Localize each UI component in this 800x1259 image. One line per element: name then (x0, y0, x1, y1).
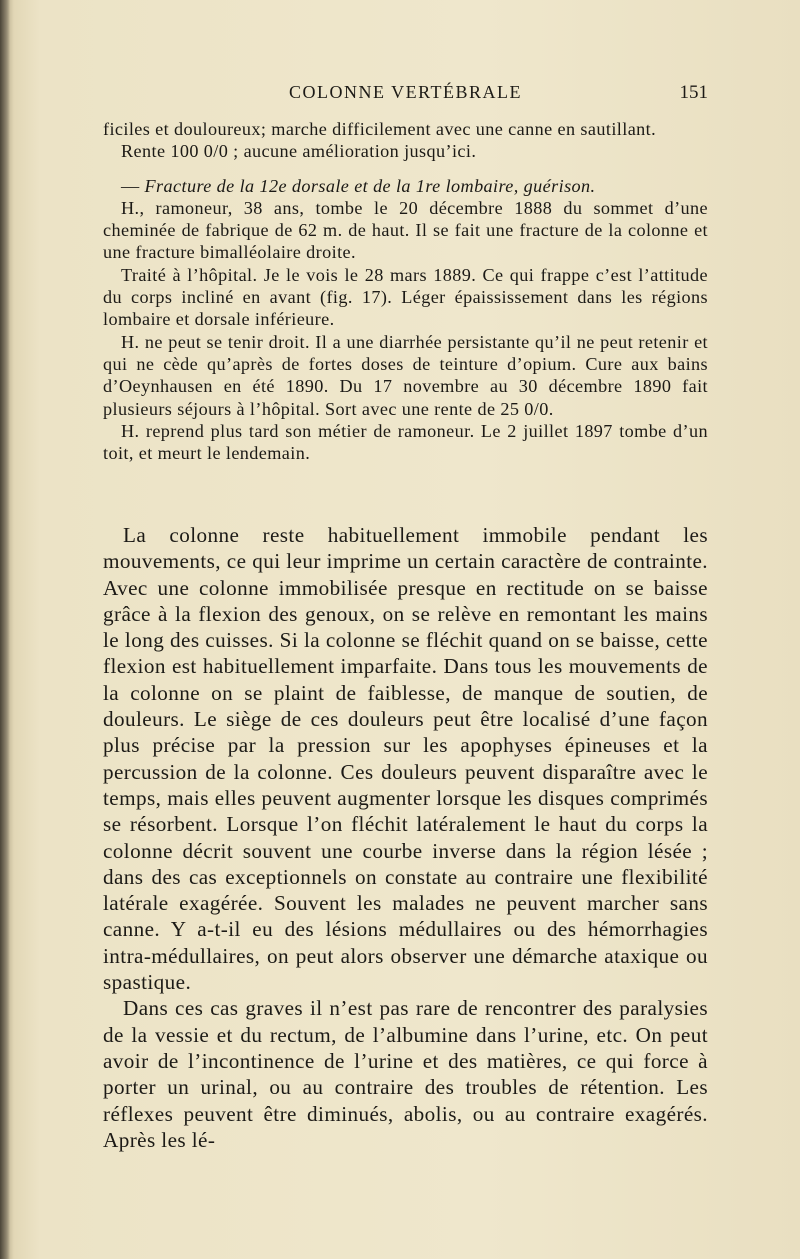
case-heading (103, 175, 708, 197)
case-paragraph: H. ne peut se tenir droit. Il a une diarrhée persistante qu’il ne peut retenir et qui ne cède qu’après de fortes doses de teinture d’opium. Cure aux bains d’Oeynhausen en été 1890. Du 17 novembre au 30 décembre 1890 fait plusieurs séjours à l’hôpital. Sort avec une rente de 25 0/0. (103, 331, 708, 419)
case-report (103, 118, 708, 464)
case-paragraph: Traité à l’hôpital. Je le vois le 28 mars 1889. Ce qui frappe c’est l’attitude du corps incliné en avant (fig. 17). Léger épaississement dans les régions lombaire et dorsale inférieure. (103, 264, 708, 330)
main-text (103, 522, 708, 1153)
case-heading-title: Fracture de la 12e dorsale et de la 1re lombaire, guérison. (144, 175, 596, 196)
case-paragraph: H., ramoneur, 38 ans, tombe le 20 décembre 1888 du sommet d’une cheminée de fabrique de 62 m. de haut. Il se fait une fracture de la colonne et une fracture bimalléolaire droite. (103, 197, 708, 263)
case-intro-rente: Rente 100 0/0 ; aucune amélioration jusqu’ici. (121, 141, 477, 162)
running-title: COLONNE VERTÉBRALE (288, 82, 523, 102)
case-paragraph: H. reprend plus tard son métier de ramoneur. Le 2 juillet 1897 tombe d’un toit, et meurt le lendemain. (103, 420, 708, 464)
page-number: 151 (679, 82, 708, 103)
body-paragraph: Dans ces cas graves il n’est pas rare de rencontrer des paralysies de la vessie et du rectum, de l’albumine dans l’urine, etc. On peut avoir de l’incontinence de l’urine et des matières, ce qui force à porter un urinal, ou au contraire des troubles de rétention. Les réflexes peuvent être diminués, abolis, ou au contraire exagérés. Après les lé- (103, 996, 708, 1152)
binding-shadow (0, 0, 10, 1259)
body-paragraph: La colonne reste habituellement immobile pendant les mouvements, ce qui leur imprime un certain caractère de contrainte. Avec une colonne immobilisée presque en rectitude on se baisse grâce à la flexion des genoux, on se relève en remontant les mains le long des cuisses. Si la colonne se fléchit quand on se baisse, cette flexion est habituellement imparfaite. Dans tous les mouvements de la colonne on se plaint de faiblesse, de manque de soutien, de douleurs. Le siège de ces douleurs peut être localisé d’une façon plus précise par la pression sur les apophyses épineuses et la percussion de la colonne. Ces douleurs peuvent disparaître avec le temps, mais elles peuvent augmenter lorsque les disques comprimés se résorbent. Lorsque l’on fléchit latéralement le haut du corps la colonne décrit souvent une courbe inverse dans la région lésée ; dans des cas exceptionnels on constate au contraire une flexibilité latérale exagérée. Souvent les malades ne peuvent marcher sans canne. Y a-t-il eu des lésions médullaires ou des hémorrhagies intra-médullaires, on peut alors observer une démarche ataxique ou spastique. (103, 523, 708, 995)
page-header (103, 80, 708, 108)
case-intro-paragraph: ficiles et douloureux; marche difficilement avec une canne en sautillant. (103, 119, 657, 139)
case-heading-dash: — (121, 175, 145, 196)
